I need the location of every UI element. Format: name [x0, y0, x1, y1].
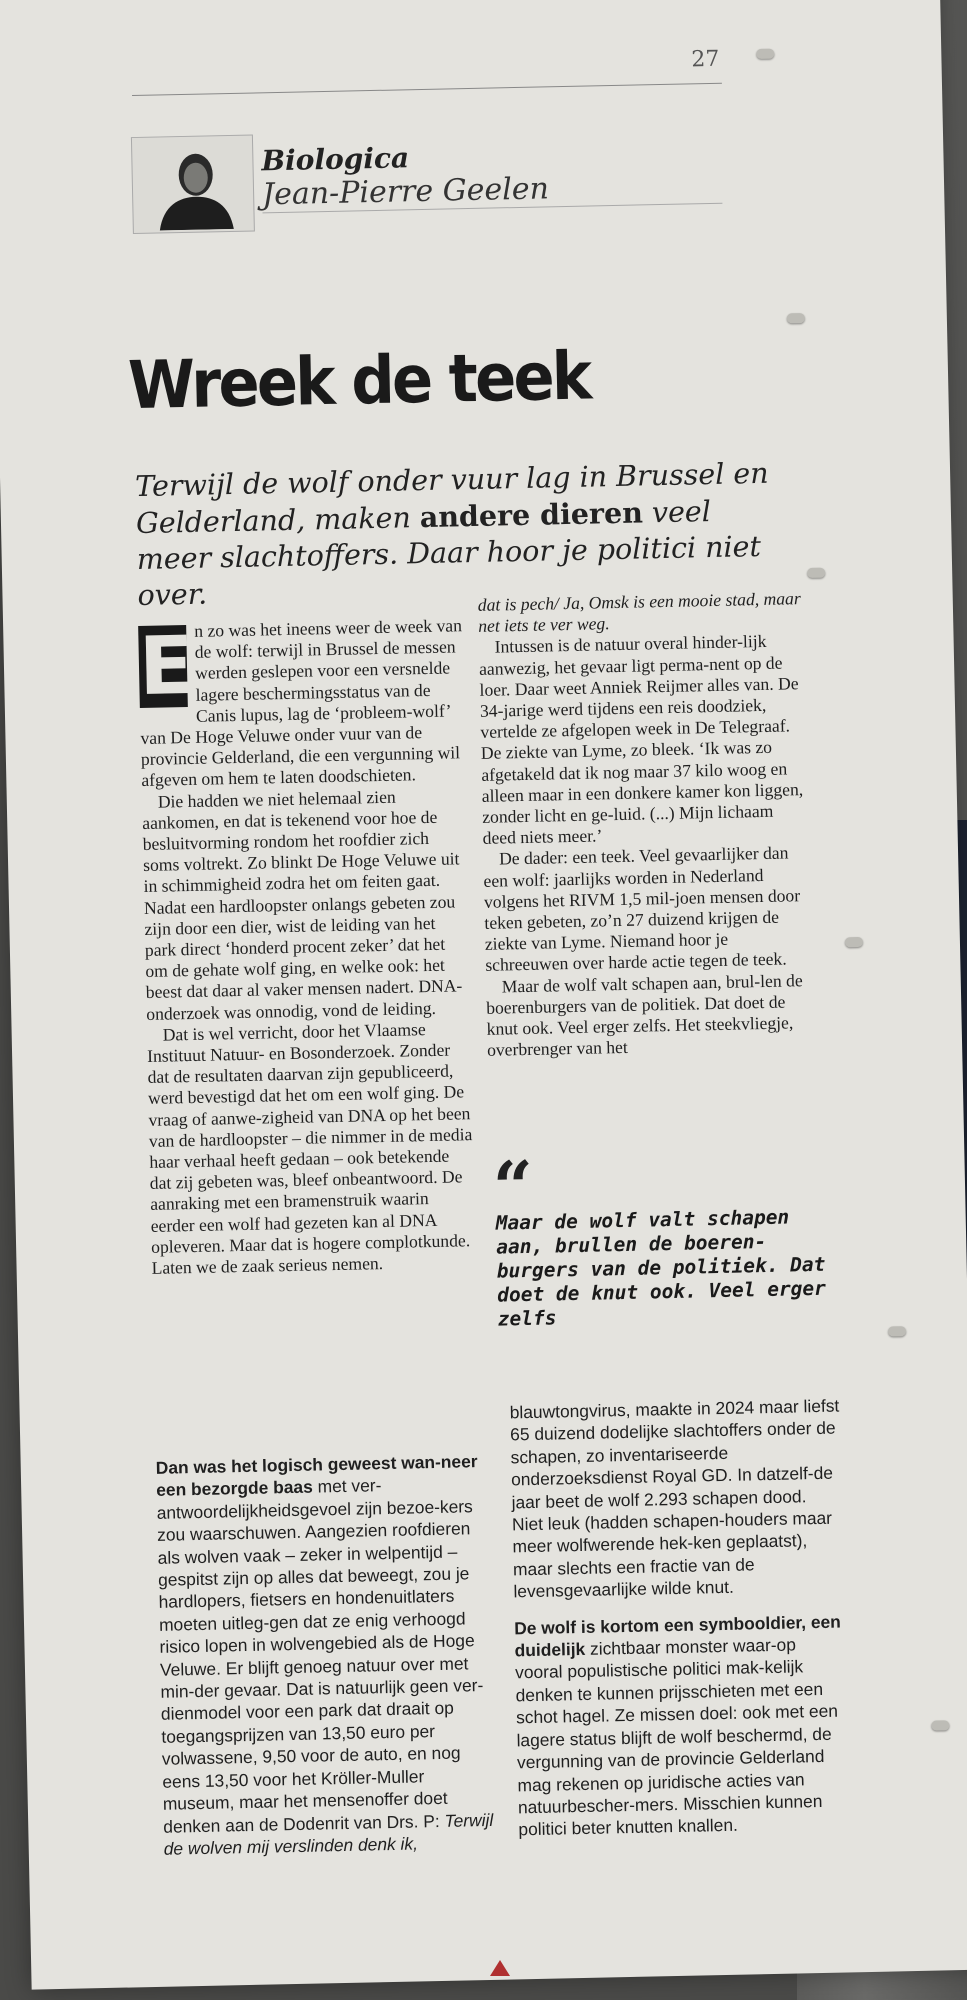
paragraph-text: met ver-antwoordelijkheidsgevoel zijn bezoe-kers zou waarschuwen. Aangezien roofdieren als wolven vaak – zeker in welpentijd – gespitst zijn op alles dat beweegt, zou je hardlopers, fietsers en hondenuitlaters moeten uitleg-gen dat ze enig verhoogd risico lopen in wolvengebied als de Hoge Veluwe. Er blijft genoeg natuur over met min-der gevaar. Dat is natuurlijk geen ver-dienmodel voor een park dat draait op toegangsprijzen van 13,50 euro per volwassene, 9,50 voor de auto, en nog eens 13,50 voor het Kröller-Muller museum, maar het mensenoffer doet denken aan de Dodenrit van Drs. P: — [156, 1475, 484, 1837]
paragraph — [138, 615, 466, 791]
body-column-4 — [509, 1395, 848, 1842]
lead-in: Dan was het logisch geweest wan-neer een bezorgde baas — [155, 1451, 478, 1501]
paragraph: De dader: een teek. Veel gevaarlijker dan een wolf: jaarlijks worden in Nederland volgens het RIVM 1,5 mil-joen mensen door teken gebeten, zo’n 27 duizend krijgen de ziekte van Lyme. Niemand hoor je schreeuwen over harde actie tegen de teek. — [483, 842, 801, 976]
body-column-3 — [156, 1450, 494, 1860]
paragraph-text: n zo was het ineens weer de week van de wolf: terwijl in Brussel de messen werden geslepen voor een versnelde lagere beschermingsstatus van de Canis lupus, lag de ‘probleem-wolf’ van De Hoge Veluwe onder vuur van de provincie Gelderland, die een vergunning wil afgeven om hem te laten doodschieten. — [140, 615, 463, 791]
drop-cap: E — [138, 618, 195, 714]
column-name: Biologica — [261, 141, 410, 178]
paragraph: Intussen is de natuur overal hinder-lijk aanwezig, het gevaar ligt perma-nent op de loer. Daar weet Anniek Reijmer alles van. De 34-jarige werd tijdens een reis doodziek, vertelde ze afgelopen week in De Telegraaf. De ziekte van Lyme, zo bleek. ‘Ik was zo afgetakeld dat ik nog maar 37 kilo woog en alleen maar in een donkere kamer kon liggen, zonder licht en ge-luid. (...) Mijn lichaam deed niets meer.’ — [478, 631, 804, 849]
header-rule — [132, 83, 722, 96]
staple-icon — [807, 568, 825, 578]
body-column-2 — [478, 588, 813, 1061]
intro-part1: Terwijl de wolf onder vuur lag in Brussel en Gelderland, maken — [134, 456, 769, 541]
author-portrait-icon — [150, 144, 242, 231]
paragraph: Maar de wolf valt schapen aan, brul-len de boerenburgers van de politiek. Dat doet de knut ook. Veel erger zelfs. Het steekvliegje, overbrenger van het — [486, 969, 803, 1061]
paragraph-text: zichtbaar monster waar-op vooral populistische politici mak-kelijk denken te kunnen prijsschieten met een schot hagel. Ze missen doel: ook met een lagere status blijft de wolf beschermd, de vergunning van de provincie Gelderland mag rekenen op juridische acties van natuurbescher-mers. Misschien kunnen politici beter knutten knallen. — [514, 1634, 839, 1840]
headline: Wreek de teek — [127, 337, 591, 425]
paragraph: Die hadden we niet helemaal zien aankomen, en dat is tekenend voor hoe de besluitvorming rondom het roofdier zich soms voltrekt. Zo blinkt De Hoge Veluwe uit in schimmigheid zodra het om feiten gaat. Nadat een hardloopster onlangs gebeten zou zijn door een dier, wist de leiding van het park direct ‘honderd procent zeker’ dat het om de gehate wolf ging, en welke ook: het beest dat daar al vaker mensen nadert. DNA-onderzoek was onnodig, vond de leiding. — [142, 786, 463, 1024]
body-column-1 — [138, 615, 477, 1279]
column-author: Jean-Pierre Geelen — [261, 171, 550, 213]
paragraph: Dat is wel verricht, door het Vlaamse Instituut Natuur- en Bosonderzoek. Zonder dat de resultaten daarvan zijn gepubliceerd, werd bevestigd dat het om een wolf ging. De vraag of aanwe-zigheid van DNA op het been van de hardloopster – die nimmer in de media haar verhaal heeft gedaan – ook betekende dat zij gebeten was, bleef onbeantwoord. De aanraking met een bramenstruik waarin eerder een wolf had gezeten kan al DNA opleveren. Maar dat is hogere complotkunde. Laten we de zaak serieus nemen. — [146, 1018, 473, 1278]
author-photo-box — [131, 135, 255, 235]
red-marker-icon — [490, 1960, 510, 1976]
paragraph — [514, 1610, 849, 1841]
staple-icon — [845, 937, 863, 947]
paragraph: blauwtongvirus, maakte in 2024 maar liefst 65 duizend dodelijke slachtoffers onder de schapen, zo inventariseerde onderzoeksdienst Royal GD. In datzelf-de jaar beet de wolf 2.293 schapen dood. Niet leuk (hadden schapen-houders maar meer wolfwerende hek-ken geplaatst), maar slechts een fractie van de levensgevaarlijke wilde knut. — [509, 1395, 840, 1602]
lead-in: De wolf is kortom een symbooldier, een duidelijk — [514, 1611, 842, 1661]
pull-quote: Maar de wolf valt schapen aan, brullen de boeren-burgers van de politiek. Dat doet de knut ook. Veel erger zelfs — [495, 1205, 827, 1331]
intro-bold: andere dieren — [419, 495, 644, 535]
paragraph-italic: dat is pech/ Ja, Omsk is een mooie stad, maar net iets te ver weg. — [477, 588, 801, 637]
staple-icon — [931, 1720, 949, 1730]
paragraph — [156, 1450, 494, 1860]
page-number: 27 — [691, 46, 720, 73]
quote-italic: Terwijl de wolven mij verslinden denk ik, — [163, 1809, 494, 1859]
staple-icon — [756, 49, 774, 59]
intro-part2: veel meer slachtoffers. Daar hoor je politici niet over. — [136, 495, 762, 613]
quote-mark-icon: “ — [492, 1144, 535, 1229]
staple-icon — [888, 1326, 906, 1336]
staple-icon — [787, 313, 805, 323]
